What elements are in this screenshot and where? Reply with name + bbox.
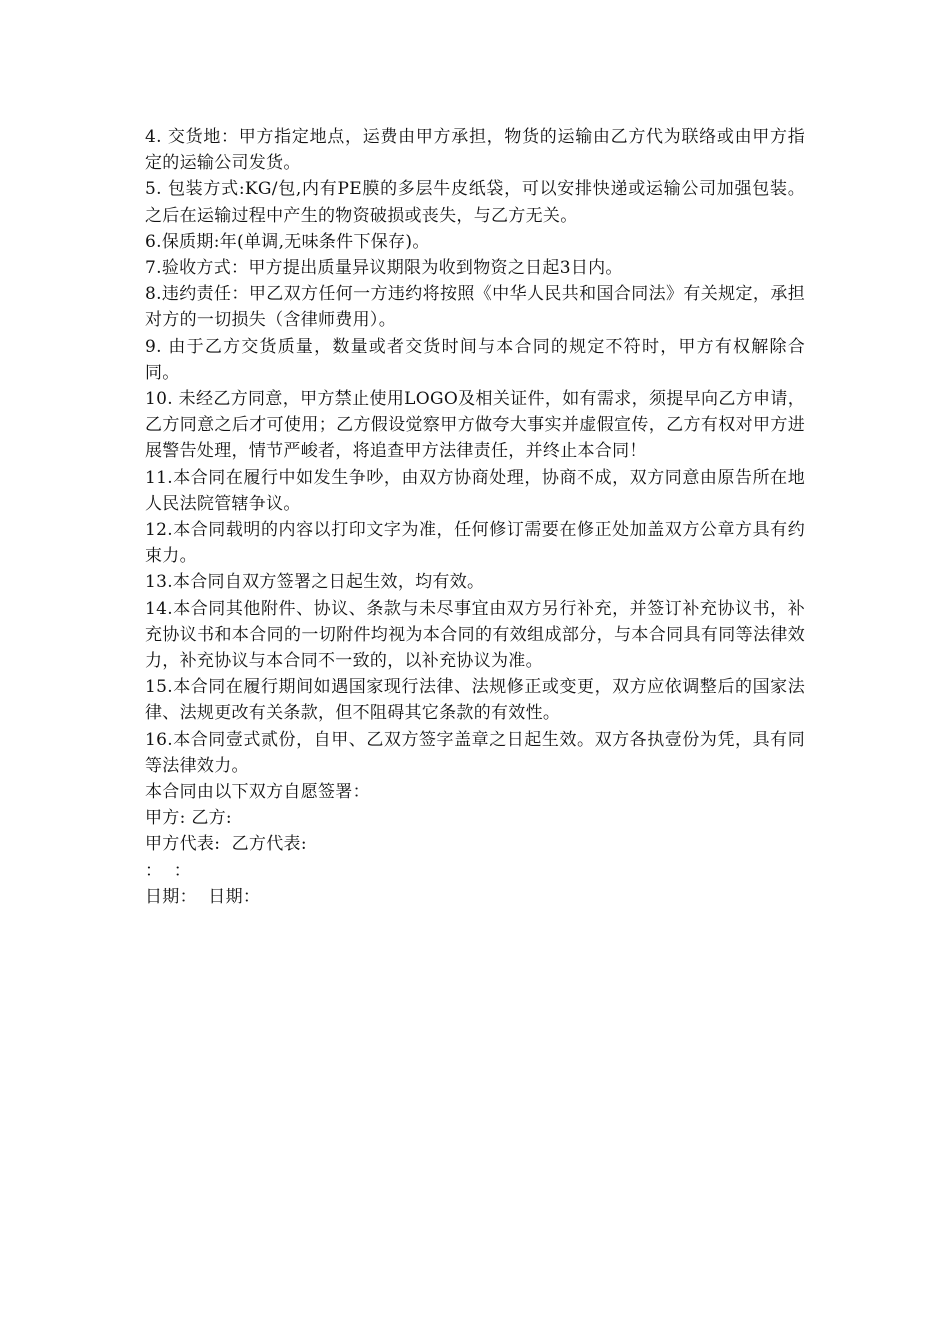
clause-15: 15.本合同在履行期间如遇国家现行法律、法规修正或变更，双方应依调整后的国家法律、法规更改有关条款，但不阻碍其它条款的有效性。 [145, 677, 805, 724]
signature-dates: 日期： 日期： [145, 886, 261, 907]
clause-4: 4. 交货地：甲方指定地点，运费由甲方承担，物货的运输由乙方代为联络或由甲方指定的运输公司发货。 [145, 127, 805, 174]
clause-5: 5. 包装方式:KG/包,内有PE膜的多层牛皮纸袋，可以安排快递或运输公司加强包装。之后在运输过程中产生的物资破损或丧失，与乙方无关。 [145, 179, 805, 226]
clause-8: 8.违约责任：甲乙双方任何一方违约将按照《中华人民共和国合同法》有关规定，承担对方的一切损失（含律师费用）。 [145, 284, 805, 331]
clause-11: 11.本合同在履行中如发生争吵，由双方协商处理，协商不成，双方同意由原告所在地人民法院管辖争议。 [145, 467, 805, 514]
signature-colons: ： ： [145, 860, 192, 881]
clause-10: 10. 未经乙方同意，甲方禁止使用LOGO及相关证件，如有需求，须提早向乙方申请，乙方同意之后才可使用；乙方假设觉察甲方做夸大事实并虚假宣传，乙方有权对甲方进展警告处理，情节严峻者，将追查甲方法律责任，并终止本合同！ [145, 389, 805, 462]
clause-9: 9. 由于乙方交货质量，数量或者交货时间与本合同的规定不符时，甲方有权解除合同。 [145, 336, 805, 383]
clause-13: 13.本合同自双方签署之日起生效，均有效。 [145, 572, 485, 593]
clause-12: 12.本合同载明的内容以打印文字为准，任何修订需要在修正处加盖双方公章方具有约束力。 [145, 520, 805, 567]
clause-6: 6.保质期:年(单调,无味条件下保存)。 [145, 231, 430, 252]
clause-7: 7.验收方式：甲方提出质量异议期限为收到物资之日起3日内。 [145, 258, 623, 279]
clause-14: 14.本合同其他附件、协议、条款与未尽事宜由双方另行补充，并签订补充协议书，补充协议书和本合同的一切附件均视为本合同的有效组成部分，与本合同具有同等法律效力，补充协议与本合同不一致的，以补充协议为准。 [145, 598, 805, 672]
contract-body [145, 124, 805, 910]
signature-intro: 本合同由以下双方自愿签署： [145, 782, 370, 803]
signature-parties: 甲方: 乙方: [145, 808, 232, 829]
clause-16: 16.本合同壹式贰份，自甲、乙双方签字盖章之日起生效。双方各执壹份为凭，具有同等法律效力。 [145, 729, 805, 776]
signature-representatives: 甲方代表: 乙方代表: [145, 834, 307, 855]
